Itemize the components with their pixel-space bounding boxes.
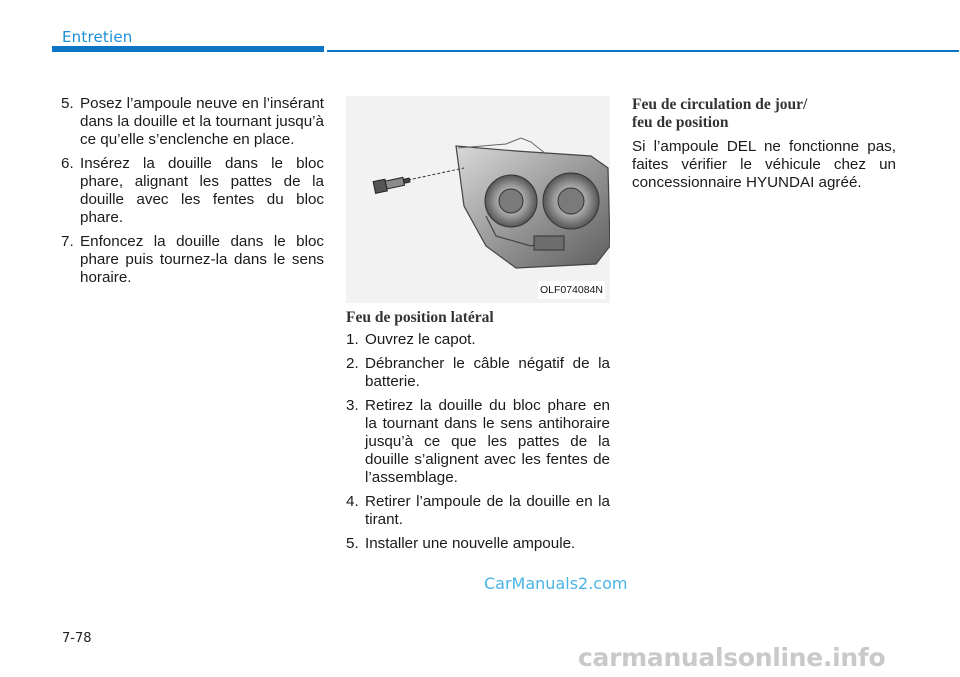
section-heading: Feu de position latéral (346, 309, 494, 326)
step-number: 4. (346, 493, 359, 510)
step-text: Enfoncez la douille dans le bloc phare puis tournez-la dans le sens horaire. (80, 233, 324, 286)
step-number: 5. (346, 535, 359, 552)
section-title: Entretien (62, 28, 133, 46)
list-item (346, 535, 610, 553)
step-number: 5. (61, 95, 74, 112)
middle-column (346, 96, 610, 559)
step-number: 6. (61, 155, 74, 172)
step-text: Retirer l’ampoule de la douille en la tirant. (365, 493, 610, 528)
page-number: 7-78 (62, 631, 92, 646)
step-text: Débrancher le câble négatif de la batterie. (365, 355, 610, 390)
heading-line: Feu de circulation de jour/ (632, 96, 808, 113)
list-item (61, 233, 324, 287)
step-text: Posez l’ampoule neuve en l’insérant dans la douille et la tournant jusqu’à ce qu’elle s’enclenche en place. (80, 95, 324, 148)
step-number: 3. (346, 397, 359, 414)
heading-line: feu de position (632, 114, 729, 131)
list-item (61, 95, 324, 149)
step-text: Ouvrez le capot. (365, 331, 476, 348)
step-text: Insérez la douille dans le bloc phare, alignant les pattes de la douille avec les fentes du bloc phare. (80, 155, 324, 226)
header-rule-thin (327, 50, 959, 52)
headlamp-drawing (346, 96, 610, 303)
list-item (346, 493, 610, 529)
watermark-footer: carmanualsonline.info (578, 643, 886, 672)
list-item (61, 155, 324, 227)
watermark-link[interactable]: CarManuals2.com (484, 574, 628, 593)
list-item (346, 355, 610, 391)
figure-code: OLF074084N (538, 281, 605, 299)
step-number: 1. (346, 331, 359, 348)
step-text: Retirez la douille du bloc phare en la tournant dans le sens antihoraire jusqu’à ce que les pattes de la douille s’alignent avec les fentes de l’assemblage. (365, 397, 610, 486)
list-item (346, 331, 610, 349)
step-number: 2. (346, 355, 359, 372)
headlamp-illustration (346, 96, 610, 303)
body-paragraph: Si l’ampoule DEL ne fonctionne pas, faites vérifier le véhicule chez un concessionnaire HYUNDAI agréé. (632, 138, 896, 191)
list-item (346, 397, 610, 487)
section-heading (632, 96, 896, 132)
left-column (61, 95, 324, 293)
right-column (632, 96, 896, 192)
step-list (61, 95, 324, 287)
step-list (346, 331, 610, 553)
step-text: Installer une nouvelle ampoule. (365, 535, 576, 552)
step-number: 7. (61, 233, 74, 250)
header-rule-thick (52, 46, 324, 52)
